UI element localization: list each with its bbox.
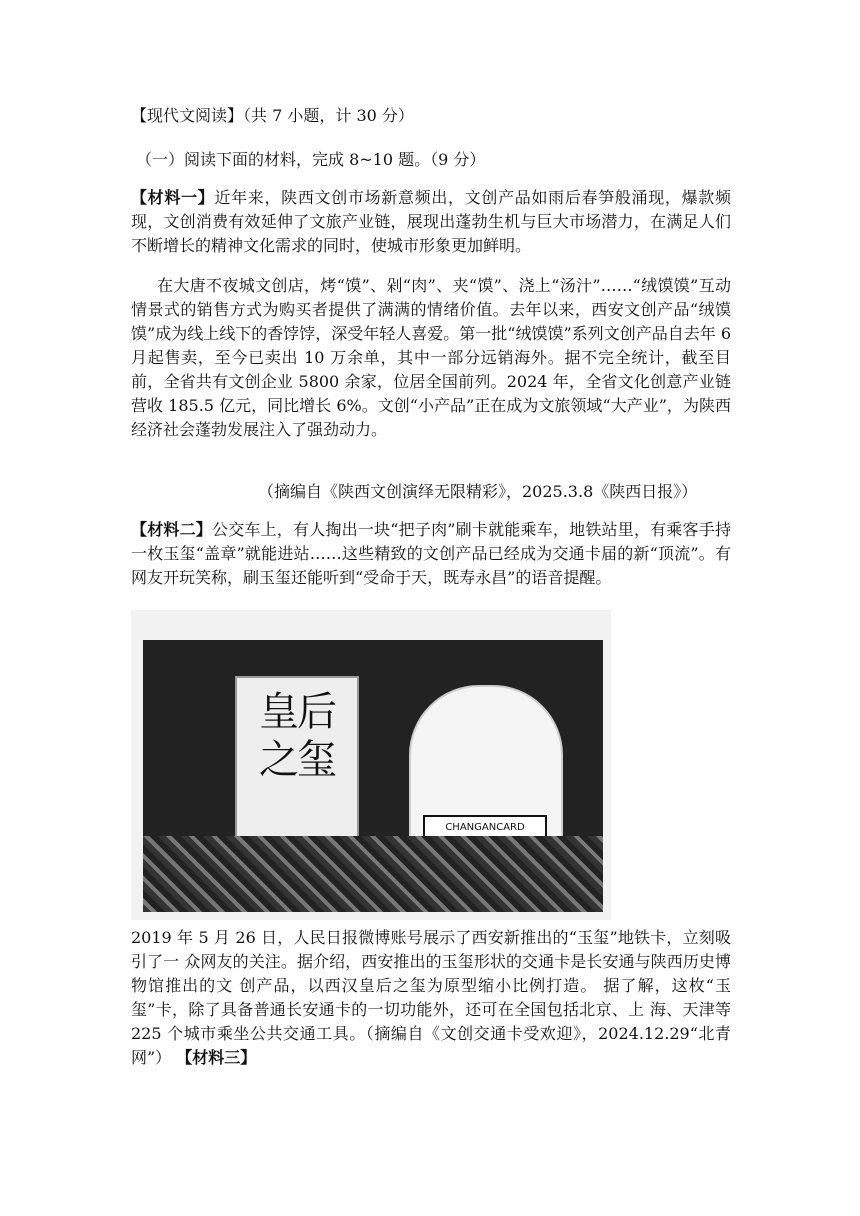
material-1-paragraph-2: 在大唐不夜城文创店，烤“馍”、剁“肉”、夹“馍”、浇上“汤汁”……“绒馍馍”互动情景式的销售方式为购买者提供了满满的情绪价值。去年以来，西安文创产品“绒馍馍”成为线上线下的香饽饽，深受年轻人喜爱。第一批“绒馍馍”系列文创产品自去年 6 月起售卖，至今已卖出 10 万余单，其中一部分远销海外。据不完全统计，截至目前，全省共有文创企业 5800 余家，位居全国前列。2024 年，全省文化创意产业链营收 185.5 亿元，同比增长 6%。文创“小产品”正在成为文旅领域“大产业”，为陕西经济社会蓬勃发展注入了强劲动力。: [131, 276, 731, 439]
section-subtitle: （一）阅读下面的材料，完成 8~10 题。（9 分）: [136, 150, 486, 169]
material-2-paragraph-2: [131, 926, 731, 1070]
material-1-text-1: 近年来，陕西文创市场新意频出，文创产品如雨后春笋般涌现，爆款频现，文创消费有效延伸了文旅产业链，展现出蓬勃生机与巨大市场潜力，在满足人们不断增长的精神文化需求的同时，使城市形象更加鲜明。: [131, 188, 731, 255]
material-1-label: 【材料一】: [131, 188, 215, 207]
section-title: 【现代文阅读】（共 7 小题，计 30 分）: [131, 106, 414, 125]
patterned-cloth: [143, 836, 603, 912]
seal-imprint: [235, 676, 359, 850]
material-3-label: 【材料三】: [176, 1048, 257, 1067]
material-1-source: （摘编自《陕西文创演绎无限精彩》，2025.3.8《陕西日报》）: [258, 482, 698, 501]
material-2-text-1: 公交车上，有人掏出一块“把子肉”刷卡就能乘车，地铁站里，有乘客手持一枚玉玺“盖章”就能进站……这些精致的文创产品已经成为交通卡届的新“顶流”。有网友开玩笑称，刷玉玺还能听到“受命于天，既寿永昌”的语音提醒。: [131, 520, 731, 587]
jade-seal-card-photo: [131, 610, 611, 920]
material-2-text-2: 2019 年 5 月 26 日，人民日报微博账号展示了西安新推出的“玉玺”地铁卡，立刻吸引了一 众网友的关注。据介绍，西安推出的玉玺形状的交通卡是长安通与陕西历史博物馆推出的文 创产品，以西汉皇后之玺为原型缩小比例打造。 据了解，这枚“玉玺”卡，除了具备普通长安通卡的一切功能外，还可在全国包括北京、上 海、天津等 225 个城市乘坐公共交通工具。（摘编自《文创交通卡受欢迎》，2024.12.29“北青网”）: [131, 928, 731, 1067]
photo-background: [143, 640, 603, 912]
material-1-paragraph-1: [131, 186, 731, 258]
seal-imprint-text: 皇后之玺: [259, 689, 335, 783]
material-2-paragraph-1: [131, 518, 731, 590]
card-brand-label: CHANGANCARD: [423, 815, 547, 841]
material-2-label: 【材料二】: [131, 520, 213, 539]
